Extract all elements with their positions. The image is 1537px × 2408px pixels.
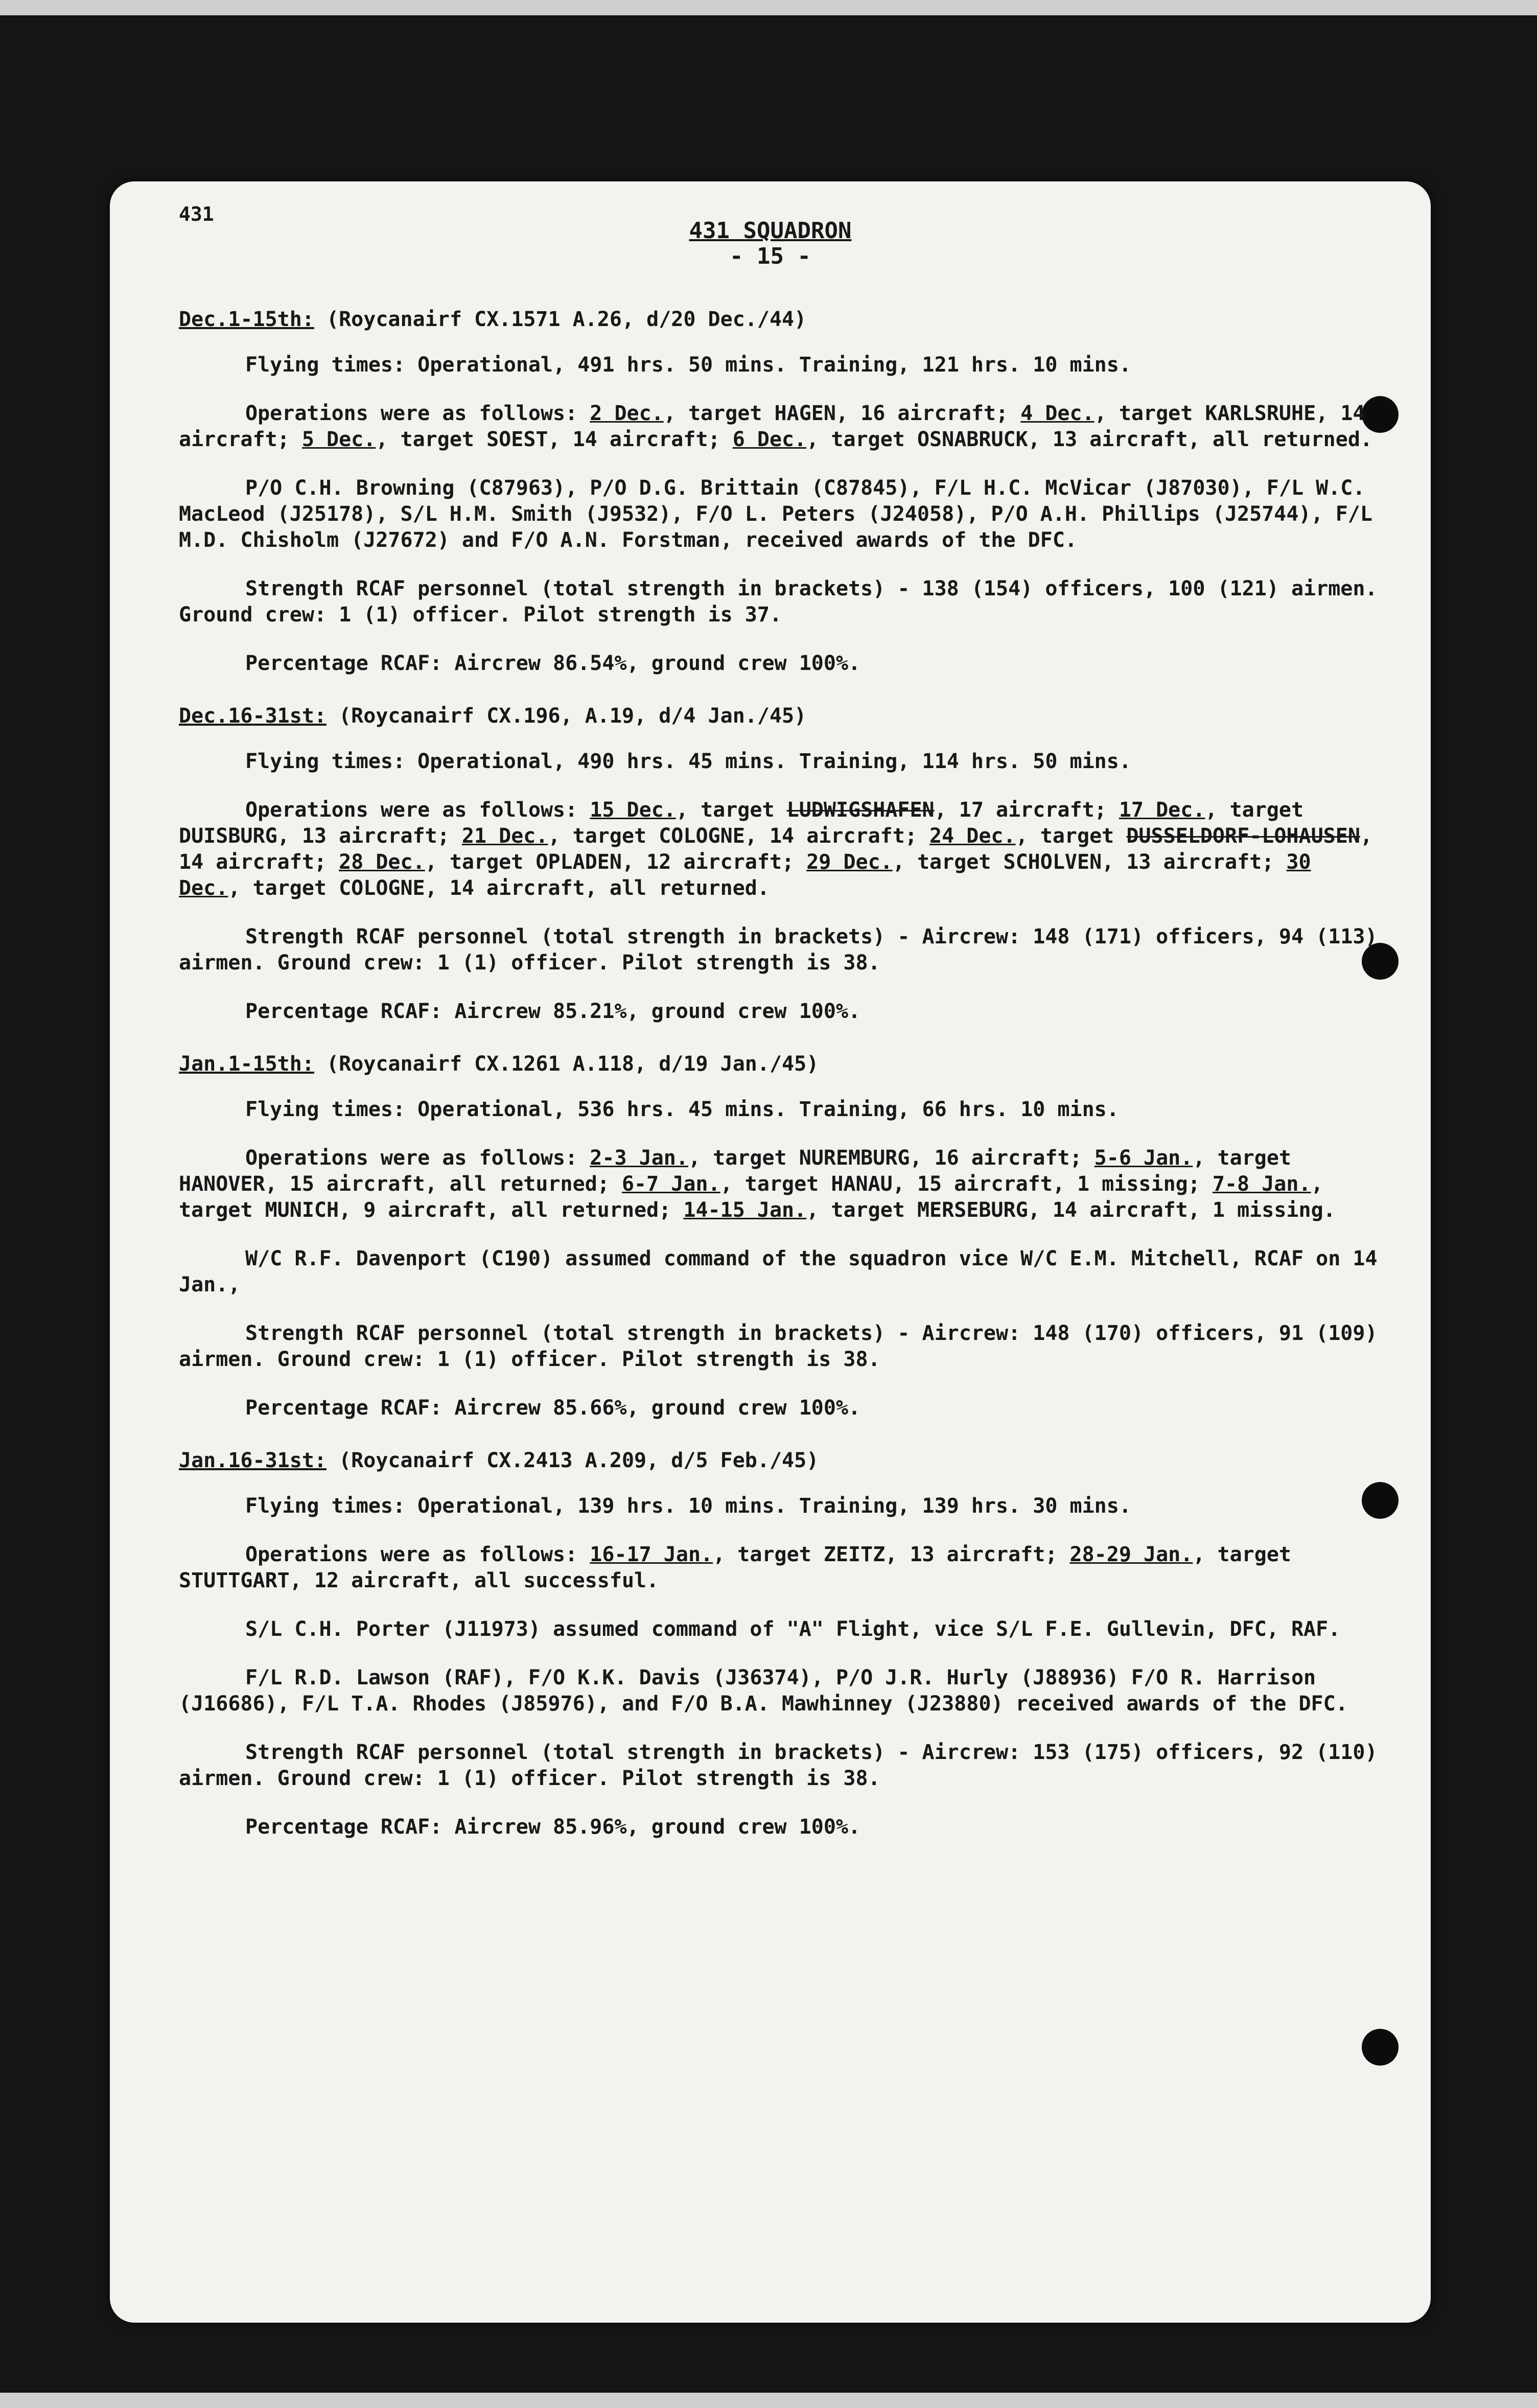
personnel-note: S/L C.H. Porter (J11973) assumed command of "A" Flight, vice S/L F.E. Gullevin, DFC, RAF. xyxy=(245,1617,1341,1641)
struck-target: LUDWIGSHAFEN xyxy=(786,798,935,822)
message-reference: (Roycanairf CX.196, A.19, d/4 Jan./45) xyxy=(339,704,807,728)
message-reference: (Roycanairf CX.1261 A.118, d/19 Jan./45) xyxy=(327,1052,819,1076)
period-date: Jan.16-31st: xyxy=(179,1449,327,1472)
operation-text: Operations were as follows: xyxy=(245,798,590,822)
flying-times-label: Flying times: xyxy=(245,353,406,377)
section-heading xyxy=(179,703,1380,729)
section-heading xyxy=(179,1448,1380,1474)
struck-target: DUSSELDORF-LOHAUSEN xyxy=(1126,824,1360,848)
operation-text: , target xyxy=(676,798,787,822)
operation-date: 6 Dec. xyxy=(732,428,807,451)
operations-paragraph xyxy=(179,401,1380,453)
personnel-note: F/L R.D. Lawson (RAF), F/O K.K. Davis (J36374), P/O J.R. Hurly (J88936) F/O R. Harrison (J16686), F/L T.A. Rhodes (J85976), and F/O B.A. Mawhinney (J23880) received awards of the DFC. xyxy=(179,1666,1348,1716)
percentage-paragraph: Percentage RCAF: Aircrew 85.66%, ground crew 100%. xyxy=(245,1396,861,1420)
operation-text: , target ZEITZ, 13 aircraft; xyxy=(713,1543,1070,1566)
strength-paragraph: Strength RCAF personnel (total strength in brackets) - 138 (154) officers, 100 (121) airmen. Ground crew: 1 (1) officer. Pilot strength is 37. xyxy=(179,577,1378,627)
operation-text: , target SCHOLVEN, 13 aircraft; xyxy=(892,850,1287,874)
operations-paragraph xyxy=(179,1145,1380,1223)
flying-times-value: Operational, 536 hrs. 45 mins. Training, 66 hrs. 10 mins. xyxy=(417,1098,1119,1121)
percentage-paragraph: Percentage RCAF: Aircrew 85.21%, ground crew 100%. xyxy=(245,1000,861,1023)
personnel-note: W/C R.F. Davenport (C190) assumed command of the squadron vice W/C E.M. Mitchell, RCAF on 14 Jan., xyxy=(179,1247,1378,1296)
operation-text: , target xyxy=(1015,824,1127,848)
operation-text: , target HANOVER, 15 aircraft, all returned; xyxy=(179,1146,1291,1196)
strength-paragraph: Strength RCAF personnel (total strength in brackets) - Aircrew: 153 (175) officers, 92 (110) airmen. Ground crew: 1 (1) officer. Pilot strength is 38. xyxy=(179,1741,1378,1790)
unit-title: 431 SQUADRON xyxy=(689,218,852,244)
folio-number: 431 xyxy=(179,203,214,225)
section-spacer xyxy=(179,1863,1380,1867)
document-body xyxy=(179,307,1380,1867)
operation-date: 24 Dec. xyxy=(929,824,1016,848)
period-section xyxy=(179,703,1380,1051)
operation-text: , target HAGEN, 16 aircraft; xyxy=(663,402,1021,425)
flying-times-label: Flying times: xyxy=(245,1494,406,1518)
operation-date: 29 Dec. xyxy=(806,850,893,874)
operation-date: 15 Dec. xyxy=(590,798,676,822)
operation-text: , target OPLADEN, 12 aircraft; xyxy=(425,850,807,874)
operation-text: , target MERSEBURG, 14 aircraft, 1 missing. xyxy=(806,1198,1336,1222)
operation-date: 5-6 Jan. xyxy=(1094,1146,1193,1170)
message-reference: (Roycanairf CX.1571 A.26, d/20 Dec./44) xyxy=(327,308,807,331)
document-page xyxy=(110,181,1431,2323)
strength-paragraph: Strength RCAF personnel (total strength in brackets) - Aircrew: 148 (171) officers, 94 (113) airmen. Ground crew: 1 (1) officer. Pilot strength is 38. xyxy=(179,925,1378,975)
operation-date: 7-8 Jan. xyxy=(1212,1172,1311,1196)
operation-text: , target HANAU, 15 aircraft, 1 missing; xyxy=(720,1172,1213,1196)
period-date: Jan.1-15th: xyxy=(179,1052,314,1076)
flying-times-value: Operational, 139 hrs. 10 mins. Training, 139 hrs. 30 mins. xyxy=(417,1494,1131,1518)
percentage-paragraph: Percentage RCAF: Aircrew 85.96%, ground crew 100%. xyxy=(245,1815,861,1839)
percentage-paragraph: Percentage RCAF: Aircrew 86.54%, ground crew 100%. xyxy=(245,652,861,675)
operation-text: , 14 aircraft; xyxy=(179,824,1372,874)
operation-date: 2 Dec. xyxy=(590,402,664,425)
flying-times xyxy=(179,352,1380,378)
flying-times-value: Operational, 490 hrs. 45 mins. Training, 114 hrs. 50 mins. xyxy=(417,750,1131,773)
operation-date: 16-17 Jan. xyxy=(590,1543,713,1566)
operation-date: 17 Dec. xyxy=(1119,798,1205,822)
operation-text: , target COLOGNE, 14 aircraft, all returned. xyxy=(228,876,770,900)
operation-date: 6-7 Jan. xyxy=(621,1172,720,1196)
operation-date: 30 Dec. xyxy=(179,850,1311,900)
film-edge-top xyxy=(0,0,1537,15)
section-spacer xyxy=(179,1444,1380,1448)
operation-date: 14-15 Jan. xyxy=(683,1198,807,1222)
flying-times-label: Flying times: xyxy=(245,750,406,773)
page-header xyxy=(110,218,1431,269)
period-section xyxy=(179,307,1380,703)
operation-text: , target DUISBURG, 13 aircraft; xyxy=(179,798,1304,848)
operations-paragraph xyxy=(179,797,1380,901)
operation-text: , target COLOGNE, 14 aircraft; xyxy=(548,824,930,848)
section-heading xyxy=(179,307,1380,333)
period-date: Dec.16-31st: xyxy=(179,704,327,728)
operation-date: 2-3 Jan. xyxy=(590,1146,688,1170)
operation-text: Operations were as follows: xyxy=(245,1146,590,1170)
operation-text: , target NUREMBURG, 16 aircraft; xyxy=(688,1146,1094,1170)
personnel-note: P/O C.H. Browning (C87963), P/O D.G. Brittain (C87845), F/L H.C. McVicar (J87030), F/L W.C. MacLeod (J25178), S/L H.M. Smith (J9532), F/O L. Peters (J24058), P/O A.H. Phillips (J25744), F/L M.D. Chisholm (J27672) and F/O A.N. Forstman, received awards of the DFC. xyxy=(179,476,1372,552)
operation-date: 28 Dec. xyxy=(339,850,425,874)
operation-text: , target KARLSRUHE, 14 aircraft; xyxy=(179,402,1365,451)
operation-date: 21 Dec. xyxy=(461,824,548,848)
section-spacer xyxy=(179,699,1380,703)
period-section xyxy=(179,1051,1380,1448)
punch-hole xyxy=(1362,2029,1399,2066)
flying-times-label: Flying times: xyxy=(245,1098,406,1121)
flying-times xyxy=(179,1493,1380,1519)
operation-text: Operations were as follows: xyxy=(245,402,590,425)
section-heading xyxy=(179,1051,1380,1077)
flying-times-value: Operational, 491 hrs. 50 mins. Training, 121 hrs. 10 mins. xyxy=(417,353,1131,377)
operation-text: , target STUTTGART, 12 aircraft, all successful. xyxy=(179,1543,1291,1592)
operations-paragraph xyxy=(179,1542,1380,1594)
section-spacer xyxy=(179,1047,1380,1051)
operation-text: , 17 aircraft; xyxy=(934,798,1119,822)
period-date: Dec.1-15th: xyxy=(179,308,314,331)
period-section xyxy=(179,1448,1380,1867)
message-reference: (Roycanairf CX.2413 A.209, d/5 Feb./45) xyxy=(339,1449,819,1472)
film-edge-bottom xyxy=(0,2393,1537,2408)
operation-date: 4 Dec. xyxy=(1020,402,1094,425)
strength-paragraph: Strength RCAF personnel (total strength in brackets) - Aircrew: 148 (170) officers, 91 (109) airmen. Ground crew: 1 (1) officer. Pilot strength is 38. xyxy=(179,1322,1378,1371)
flying-times xyxy=(179,1097,1380,1123)
page-number: - 15 - xyxy=(730,243,811,269)
flying-times xyxy=(179,749,1380,775)
operation-text: Operations were as follows: xyxy=(245,1543,590,1566)
operation-date: 28-29 Jan. xyxy=(1069,1543,1193,1566)
operation-text: , target SOEST, 14 aircraft; xyxy=(376,428,733,451)
operation-text: , target OSNABRUCK, 13 aircraft, all returned. xyxy=(806,428,1372,451)
operation-text: , target MUNICH, 9 aircraft, all returned; xyxy=(179,1172,1323,1222)
operation-date: 5 Dec. xyxy=(301,428,376,451)
